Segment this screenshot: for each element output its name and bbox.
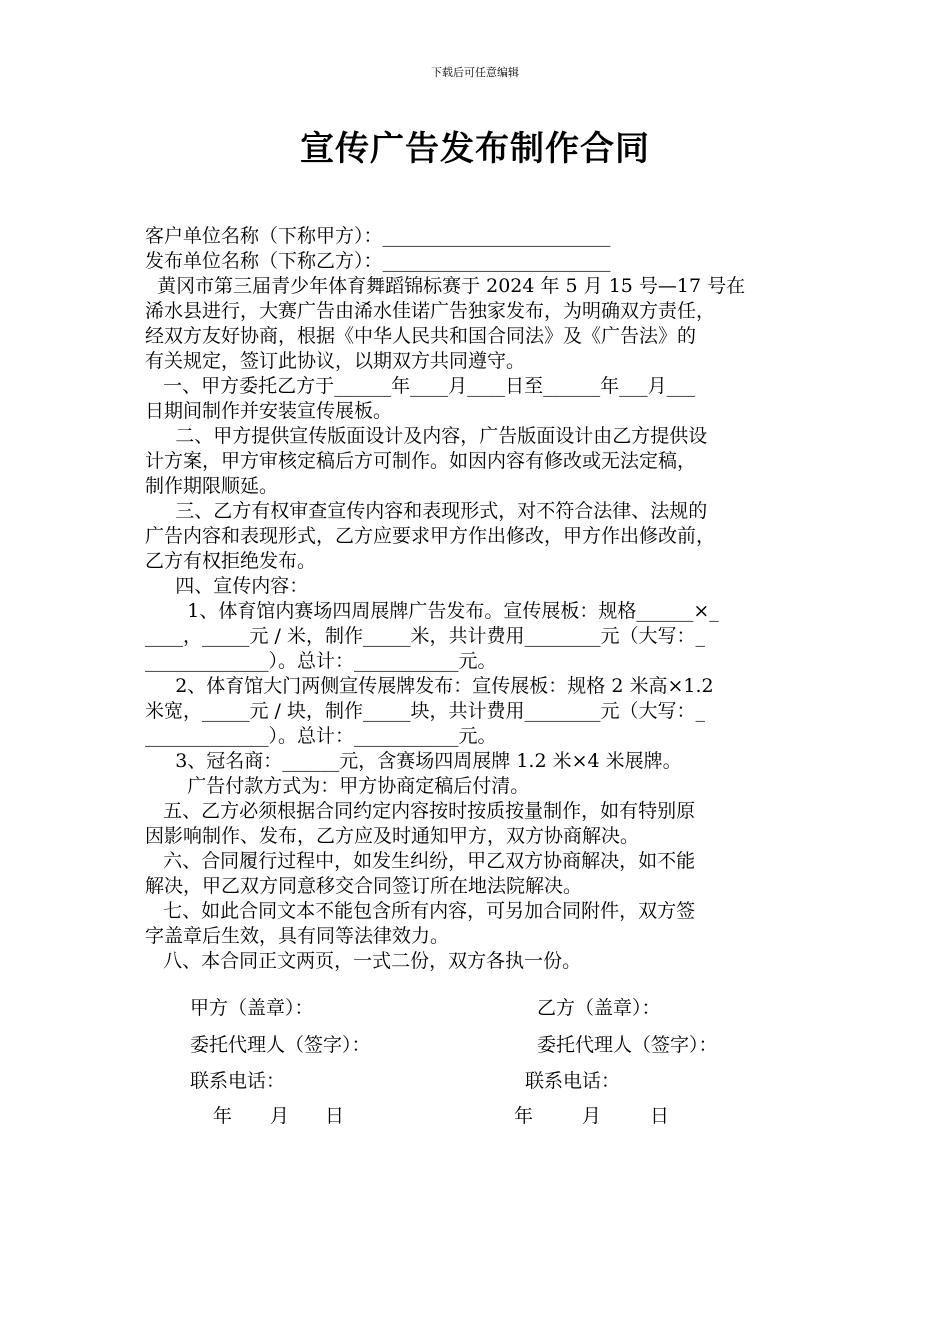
payment-method: 广告付款方式为：甲方协商定稿后付清。: [145, 775, 530, 797]
clause-1-line: 日期间制作并安装宣传展板。: [145, 400, 393, 422]
clause-3-line: 广告内容和表现形式，乙方应要求甲方作出修改，甲方作出修改前，: [145, 525, 716, 547]
clause-3-line: 乙方有权拒绝发布。: [145, 550, 317, 572]
header-note: 下载后可任意编辑: [431, 66, 519, 79]
clause-6-line: 解决，甲乙双方同意移交合同签订所在地法院解决。: [145, 875, 583, 897]
clause-4-item-2: 2、体育馆大门两侧宣传展牌发布：宣传展板：规格 2 米高×1.2: [145, 675, 714, 697]
clause-5-line: 五、乙方必须根据合同约定内容按时按质按量制作，如有特别原: [145, 800, 696, 822]
clause-4-item-2: _____________）。总计：___________元。: [145, 725, 497, 747]
clause-2-line: 计方案，甲方审核定稿后方可制作。如因内容有修改或无法定稿，: [145, 450, 697, 472]
clause-6-line: 六、合同履行过程中，如发生纠纷，甲乙双方协商解决，如不能: [145, 850, 696, 872]
party-b-phone-label: 联系电话：: [525, 1070, 621, 1092]
clause-4-item-1: 1、体育馆内赛场四周展牌广告发布。宣传展板：规格______×_: [145, 600, 719, 622]
party-a-seal-label: 甲方（盖章）：: [190, 997, 314, 1019]
party-b-date-year: 年: [514, 1105, 534, 1127]
party-a-agent-label: 委托代理人（签字）：: [190, 1034, 371, 1056]
clause-4-item-1: ____，_____元 / 米，制作_____米，共计费用________元（大写：_: [145, 625, 705, 647]
preamble-line: 黄冈市第三届青少年体育舞蹈锦标赛于 2024 年 5 月 15 号—17 号在: [145, 275, 746, 297]
clause-4-item-2: 米宽，_____元 / 块，制作_____块，共计费用________元（大写：_: [145, 700, 705, 722]
contract-body: [145, 224, 810, 974]
clause-3-line: 三、乙方有权审查宣传内容和表现形式，对不符合法律、法规的: [145, 500, 708, 522]
clause-2-line: 二、甲方提供宣传版面设计及内容，广告版面设计由乙方提供设: [145, 425, 708, 447]
clause-8-line: 八、本合同正文两页，一式二份，双方各执一份。: [145, 950, 582, 972]
party-a-date-year: 年: [213, 1105, 233, 1127]
document-title: 宣传广告发布制作合同: [300, 129, 650, 169]
line-party-b: 发布单位名称（下称乙方）：________________________: [145, 250, 611, 272]
preamble-line: 浠水县进行，大赛广告由浠水佳诺广告独家发布，为明确双方责任，: [145, 300, 716, 322]
clause-1-line: 一、甲方委托乙方于______年____月____日至______年___月___: [145, 375, 696, 397]
clause-7-line: 七、如此合同文本不能包含所有内容，可另加合同附件，双方签: [145, 900, 696, 922]
party-a-date-day: 日: [325, 1105, 345, 1127]
party-a-date-month: 月: [270, 1105, 290, 1127]
clause-2-line: 制作期限顺延。: [145, 475, 279, 497]
party-b-seal-label: 乙方（盖章）：: [537, 997, 661, 1019]
party-a-phone-label: 联系电话：: [190, 1070, 286, 1092]
party-b-date-month: 月: [582, 1105, 602, 1127]
clause-4-heading: 四、宣传内容：: [145, 575, 309, 597]
clause-4-item-1: _____________）。总计：___________元。: [145, 650, 497, 672]
party-b-agent-label: 委托代理人（签字）：: [537, 1034, 718, 1056]
line-party-a: 客户单位名称（下称甲方）：________________________: [145, 225, 611, 247]
party-b-date-day: 日: [650, 1105, 670, 1127]
preamble-line: 经双方友好协商，根据《中华人民共和国合同法》及《广告法》的: [145, 325, 697, 347]
preamble-line: 有关规定，签订此协议，以期双方共同遵守。: [145, 350, 526, 372]
clause-4-item-3: 3、冠名商：______元，含赛场四周展牌 1.2 米×4 米展牌。: [145, 750, 682, 772]
clause-7-line: 字盖章后生效，具有同等法律效力。: [145, 925, 450, 947]
clause-5-line: 因影响制作、发布，乙方应及时通知甲方，双方协商解决。: [145, 825, 640, 847]
